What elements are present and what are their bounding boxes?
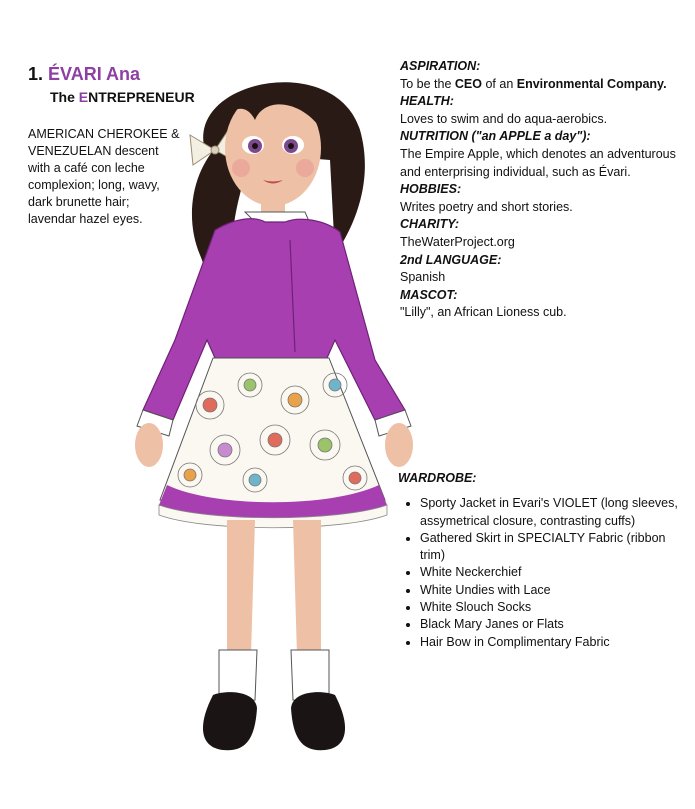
subtitle-accent: E	[78, 89, 89, 105]
doll-name: ÉVARI Ana	[48, 64, 141, 84]
wardrobe-item: • Sporty Jacket in Evari's VIOLET (long sleeves, assymetrical closure, contrasting cuffs)	[420, 495, 688, 530]
heritage-line: with a café con leche	[28, 161, 145, 175]
wardrobe-label: WARDROBE:	[398, 471, 477, 485]
right-leg	[293, 520, 321, 655]
left-leg	[227, 520, 255, 655]
wardrobe-section	[398, 470, 688, 651]
mascot-text: "Lilly", an African Lioness cub.	[400, 305, 567, 320]
heritage-line: dark brunette hair;	[28, 195, 130, 209]
doll-number: 1.	[28, 64, 44, 84]
wardrobe-list	[398, 495, 688, 651]
right-hand	[385, 423, 413, 467]
wardrobe-item: • Gathered Skirt in SPECIALTY Fabric (ribbon trim)	[420, 530, 688, 565]
subtitle-prefix: The	[50, 89, 79, 105]
nutrition-text: The Empire Apple, which denotes an adventurous and enterprising individual, such as Évari.	[400, 146, 676, 179]
wardrobe-item: • White Slouch Socks	[420, 599, 688, 616]
aspiration-text	[400, 76, 685, 94]
wardrobe-item: • Hair Bow in Complimentary Fabric	[420, 634, 688, 651]
right-shoe	[291, 692, 345, 750]
aspiration-pre: To be the	[400, 76, 455, 91]
heritage-line: complexion; long, wavy,	[28, 178, 160, 192]
language-label: 2nd LANGUAGE:	[400, 252, 502, 267]
heritage-line: VENEZUELAN descent	[28, 144, 159, 158]
charity-label: CHARITY:	[400, 217, 460, 232]
nutrition-label: NUTRITION ("an APPLE a day"):	[400, 129, 591, 144]
left-hand	[135, 423, 163, 467]
doll-illustration	[115, 40, 435, 800]
heritage-line: AMERICAN CHEROKEE &	[28, 127, 180, 141]
aspiration-label: ASPIRATION:	[400, 59, 481, 73]
language-text: Spanish	[400, 270, 446, 285]
hobbies-text: Writes poetry and short stories.	[400, 199, 573, 214]
left-shoe	[203, 692, 257, 750]
mascot-label: MASCOT:	[400, 287, 458, 302]
profile-section	[400, 58, 685, 322]
health-text: Loves to swim and do aqua-aerobics.	[400, 111, 608, 126]
health-label: HEALTH:	[400, 94, 454, 109]
aspiration-mid: of an	[482, 76, 517, 91]
heritage-line: lavendar hazel eyes.	[28, 212, 143, 226]
wardrobe-item: • White Neckerchief	[420, 564, 688, 581]
wardrobe-item: • White Undies with Lace	[420, 582, 688, 599]
charity-text: TheWaterProject.org	[400, 234, 515, 249]
aspiration-company: Environmental Company.	[516, 76, 667, 91]
hobbies-label: HOBBIES:	[400, 182, 462, 197]
wardrobe-item: • Black Mary Janes or Flats	[420, 616, 688, 633]
subtitle-rest: NTREPRENEUR	[88, 89, 195, 105]
aspiration-ceo: CEO	[454, 76, 482, 91]
